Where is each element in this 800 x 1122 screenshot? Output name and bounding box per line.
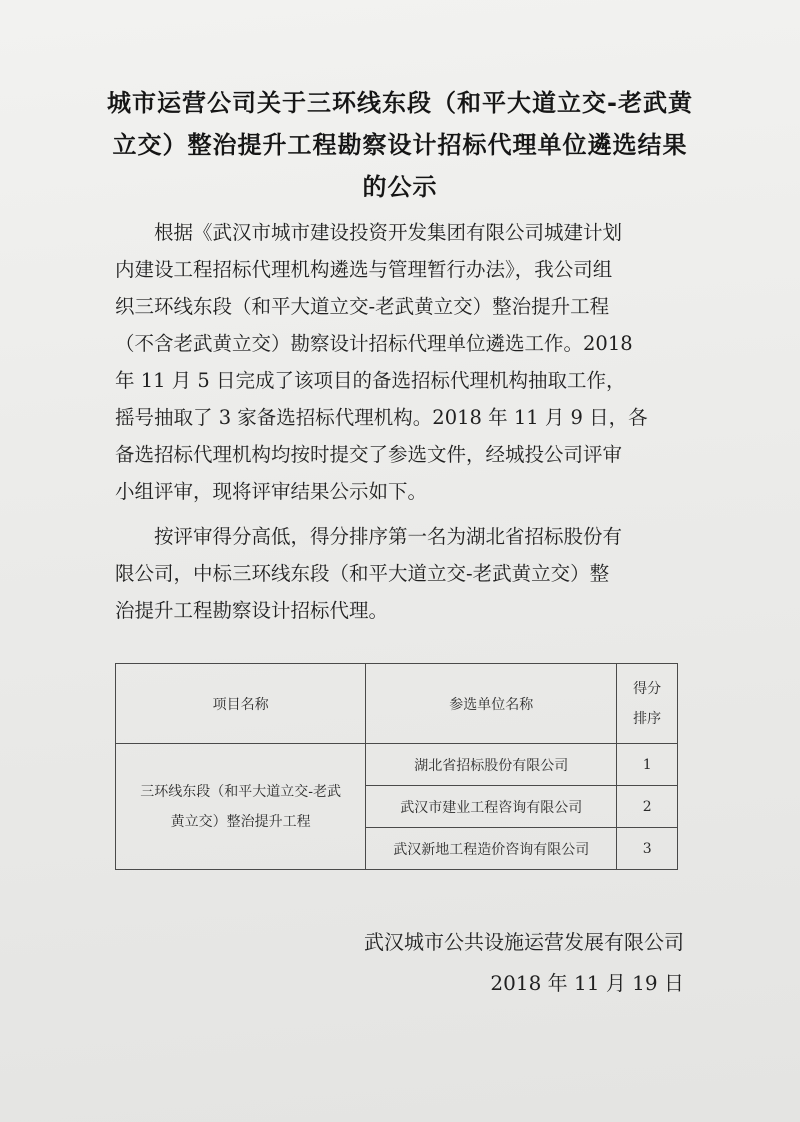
paragraph-line: 内建设工程招标代理机构遴选与管理暂行办法》，我公司组	[115, 258, 613, 281]
project-name-line: 三环线东段（和平大道立交-老武	[140, 783, 341, 800]
header-unit-name: 参选单位名称	[366, 664, 617, 744]
results-table	[115, 663, 678, 870]
header-project-name: 项目名称	[116, 664, 366, 744]
project-name-cell	[116, 744, 366, 870]
title-line: 城市运营公司关于三环线东段（和平大道立交-老武黄	[107, 89, 693, 117]
paragraph-line: 年 11 月 5 日完成了该项目的备选招标代理机构抽取工作，	[115, 369, 626, 392]
paragraph-line: 摇号抽取了 3 家备选招标代理机构。2018 年 11 月 9 日，各	[115, 406, 648, 429]
header-rank-line: 得分	[633, 680, 662, 697]
unit-name-cell: 武汉新地工程造价咨询有限公司	[366, 828, 617, 870]
rank-cell: 1	[617, 744, 678, 786]
unit-name-cell: 湖北省招标股份有限公司	[366, 744, 617, 786]
paragraph-line: 限公司，中标三环线东段（和平大道立交-老武黄立交）整	[115, 562, 610, 585]
project-name-line: 黄立交）整治提升工程	[170, 813, 311, 830]
paragraph-line: 根据《武汉市城市建设投资开发集团有限公司城建计划	[115, 221, 623, 244]
header-rank	[617, 664, 678, 744]
table-row	[116, 744, 678, 786]
paragraph-line: 备选招标代理机构均按时提交了参选文件，经城投公司评审	[115, 443, 623, 466]
table-header-row	[116, 664, 678, 744]
paragraph-line: 织三环线东段（和平大道立交-老武黄立交）整治提升工程	[115, 295, 610, 318]
signature-date: 2018 年 11 月 19 日	[490, 971, 684, 995]
paragraph-line: （不含老武黄立交）勘察设计招标代理单位遴选工作。2018	[115, 332, 633, 355]
paragraph-line: 小组评审，现将评审结果公示如下。	[115, 480, 428, 503]
header-rank-line: 排序	[633, 710, 662, 727]
unit-name-cell: 武汉市建业工程咨询有限公司	[366, 786, 617, 828]
rank-cell: 3	[617, 828, 678, 870]
paragraph-line: 按评审得分高低，得分排序第一名为湖北省招标股份有	[115, 525, 623, 548]
title-line: 立交）整治提升工程勘察设计招标代理单位遴选结果	[112, 131, 688, 159]
paragraph-line: 治提升工程勘察设计招标代理。	[115, 599, 389, 622]
document-title	[96, 82, 704, 208]
title-line: 的公示	[362, 173, 438, 201]
body-paragraph-1	[115, 214, 685, 510]
body-paragraph-2	[115, 518, 685, 629]
rank-cell: 2	[617, 786, 678, 828]
signature-company: 武汉城市公共设施运营发展有限公司	[364, 930, 684, 954]
signature-block	[364, 922, 684, 1004]
